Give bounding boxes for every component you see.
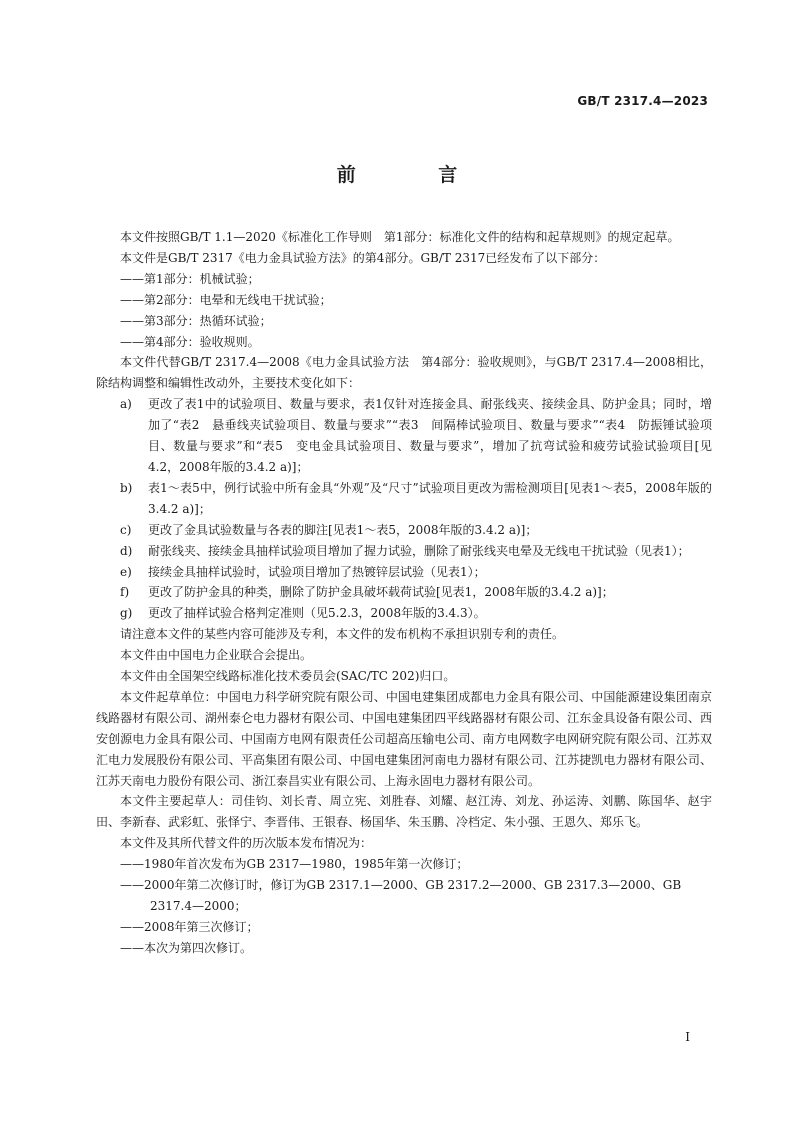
paragraph-patent-notice: 请注意本文件的某些内容可能涉及专利，本文件的发布机构不承担识别专利的责任。: [120, 627, 565, 642]
list-item: ——1980年首次发布为GB 2317—1980，1985年第一次修订；: [120, 857, 469, 872]
list-item: ——第3部分：热循环试验；: [120, 313, 272, 328]
page-title: 前 言: [336, 164, 496, 186]
paragraph-replacement: 本文件代替GB/T 2317.4—2008《电力金具试验方法 第4部分：验收规则》，与GB/T 2317.4—2008相比，除结构调整和编辑性改动外，主要技术变化如下：: [96, 355, 712, 391]
change-text: 更改了金具试验数量与各表的脚注[见表1～表5，2008年版的3.4.2 a)]；: [148, 522, 538, 537]
change-item-f: [96, 582, 712, 603]
preface-body: [96, 227, 712, 959]
change-text: 更改了抽样试验合格判定准则（见5.2.3，2008年版的3.4.3）。: [148, 606, 486, 621]
change-item-c: [96, 520, 712, 541]
change-label: a): [120, 397, 132, 412]
change-label: d): [120, 543, 133, 558]
page-number: I: [685, 1030, 690, 1044]
change-text: 耐张线夹、接续金具抽样试验项目增加了握力试验，删除了耐张线夹电晕及无线电干扰试验（见表1）；: [148, 543, 690, 558]
paragraph-drafters: 本文件主要起草人：司佳钧、刘长青、周立宪、刘胜春、刘耀、赵江涛、刘龙、孙运涛、刘鹏、陈国华、赵宇田、李新春、武彩虹、张怿宁、李晋伟、王银春、杨国华、朱玉鹏、冷档定、朱小强、王恩久、郑乐飞。: [96, 794, 712, 830]
change-item-a: [96, 394, 712, 478]
change-label: b): [120, 480, 133, 495]
list-item: ——本次为第四次修订。: [120, 940, 253, 955]
change-item-e: [96, 562, 712, 583]
change-text: 更改了防护金具的种类，删除了防护金具破坏载荷试验[见表1，2008年版的3.4.2 a)]；: [148, 585, 614, 600]
change-label: c): [120, 522, 132, 537]
paragraph-proposer: 本文件由中国电力企业联合会提出。: [120, 648, 313, 663]
change-text: 接续金具抽样试验时，试验项目增加了热镀锌层试验（见表1）；: [148, 564, 486, 579]
paragraph-history-intro: 本文件及其所代替文件的历次版本发布情况为：: [120, 836, 373, 851]
standard-code: GB/T 2317.4—2023: [577, 94, 708, 108]
paragraph-drafting-units: 本文件起草单位：中国电力科学研究院有限公司、中国电建集团成都电力金具有限公司、中国能源建设集团南京线路器材有限公司、湖州泰仑电力器材有限公司、中国电建集团四平线路器材有限公司、江东金具设备有限公司、西安创源电力金具有限公司、中国南方电网有限责任公司超高压输电公司、南方电网数字电网研究院有限公司、江苏双汇电力发展股份有限公司、平高集团有限公司、中国电建集团河南电力器材有限公司、江苏捷凯电力器材有限公司、江苏天南电力股份有限公司、浙江泰昌实业有限公司、上海永固电力器材有限公司。: [96, 689, 712, 788]
paragraph-series-intro: 本文件是GB/T 2317《电力金具试验方法》的第4部分。GB/T 2317已经发布了以下部分：: [120, 250, 606, 265]
change-text: 表1～表5中，例行试验中所有金具“外观”及“尺寸”试验项目更改为需检测项目[见表1～表5，2008年版的3.4.2 a)]；: [148, 480, 712, 516]
list-item: ——第4部分：验收规则。: [120, 334, 260, 349]
paragraph-committee: 本文件由全国架空线路标准化技术委员会(SAC/TC 202)归口。: [120, 669, 456, 684]
change-item-g: [96, 603, 712, 624]
paragraph-drafting-rules: 本文件按照GB/T 1.1—2020《标准化工作导则 第1部分：标准化文件的结构和起草规则》的规定起草。: [120, 230, 680, 244]
list-item: ——第2部分：电晕和无线电干扰试验；: [120, 292, 332, 307]
change-label: e): [120, 564, 132, 579]
change-item-d: [96, 541, 712, 562]
change-item-b: [96, 478, 712, 520]
list-item: ——2008年第三次修订；: [120, 919, 259, 934]
change-label: g): [120, 606, 133, 621]
list-item: ——第1部分：机械试验；: [120, 271, 260, 286]
list-item: ——2000年第二次修订时，修订为GB 2317.1—2000、GB 2317.2—2000、GB 2317.3—2000、GB 2317.4—2000；: [120, 878, 682, 913]
change-label: f): [120, 585, 130, 600]
change-text: 更改了表1中的试验项目、数量与要求，表1仅针对连接金具、耐张线夹、接续金具、防护金具；同时，增加了“表2 悬垂线夹试验项目、数量与要求”“表3 间隔棒试验项目、数量与要求”“表4 防振锤试验项目、数量与要求”和“表5 变电金具试验项目、数量与要求”，增加了抗弯试验和疲劳试验试验项目[见4.2，2008年版的3.4.2 a)]；: [148, 397, 712, 474]
